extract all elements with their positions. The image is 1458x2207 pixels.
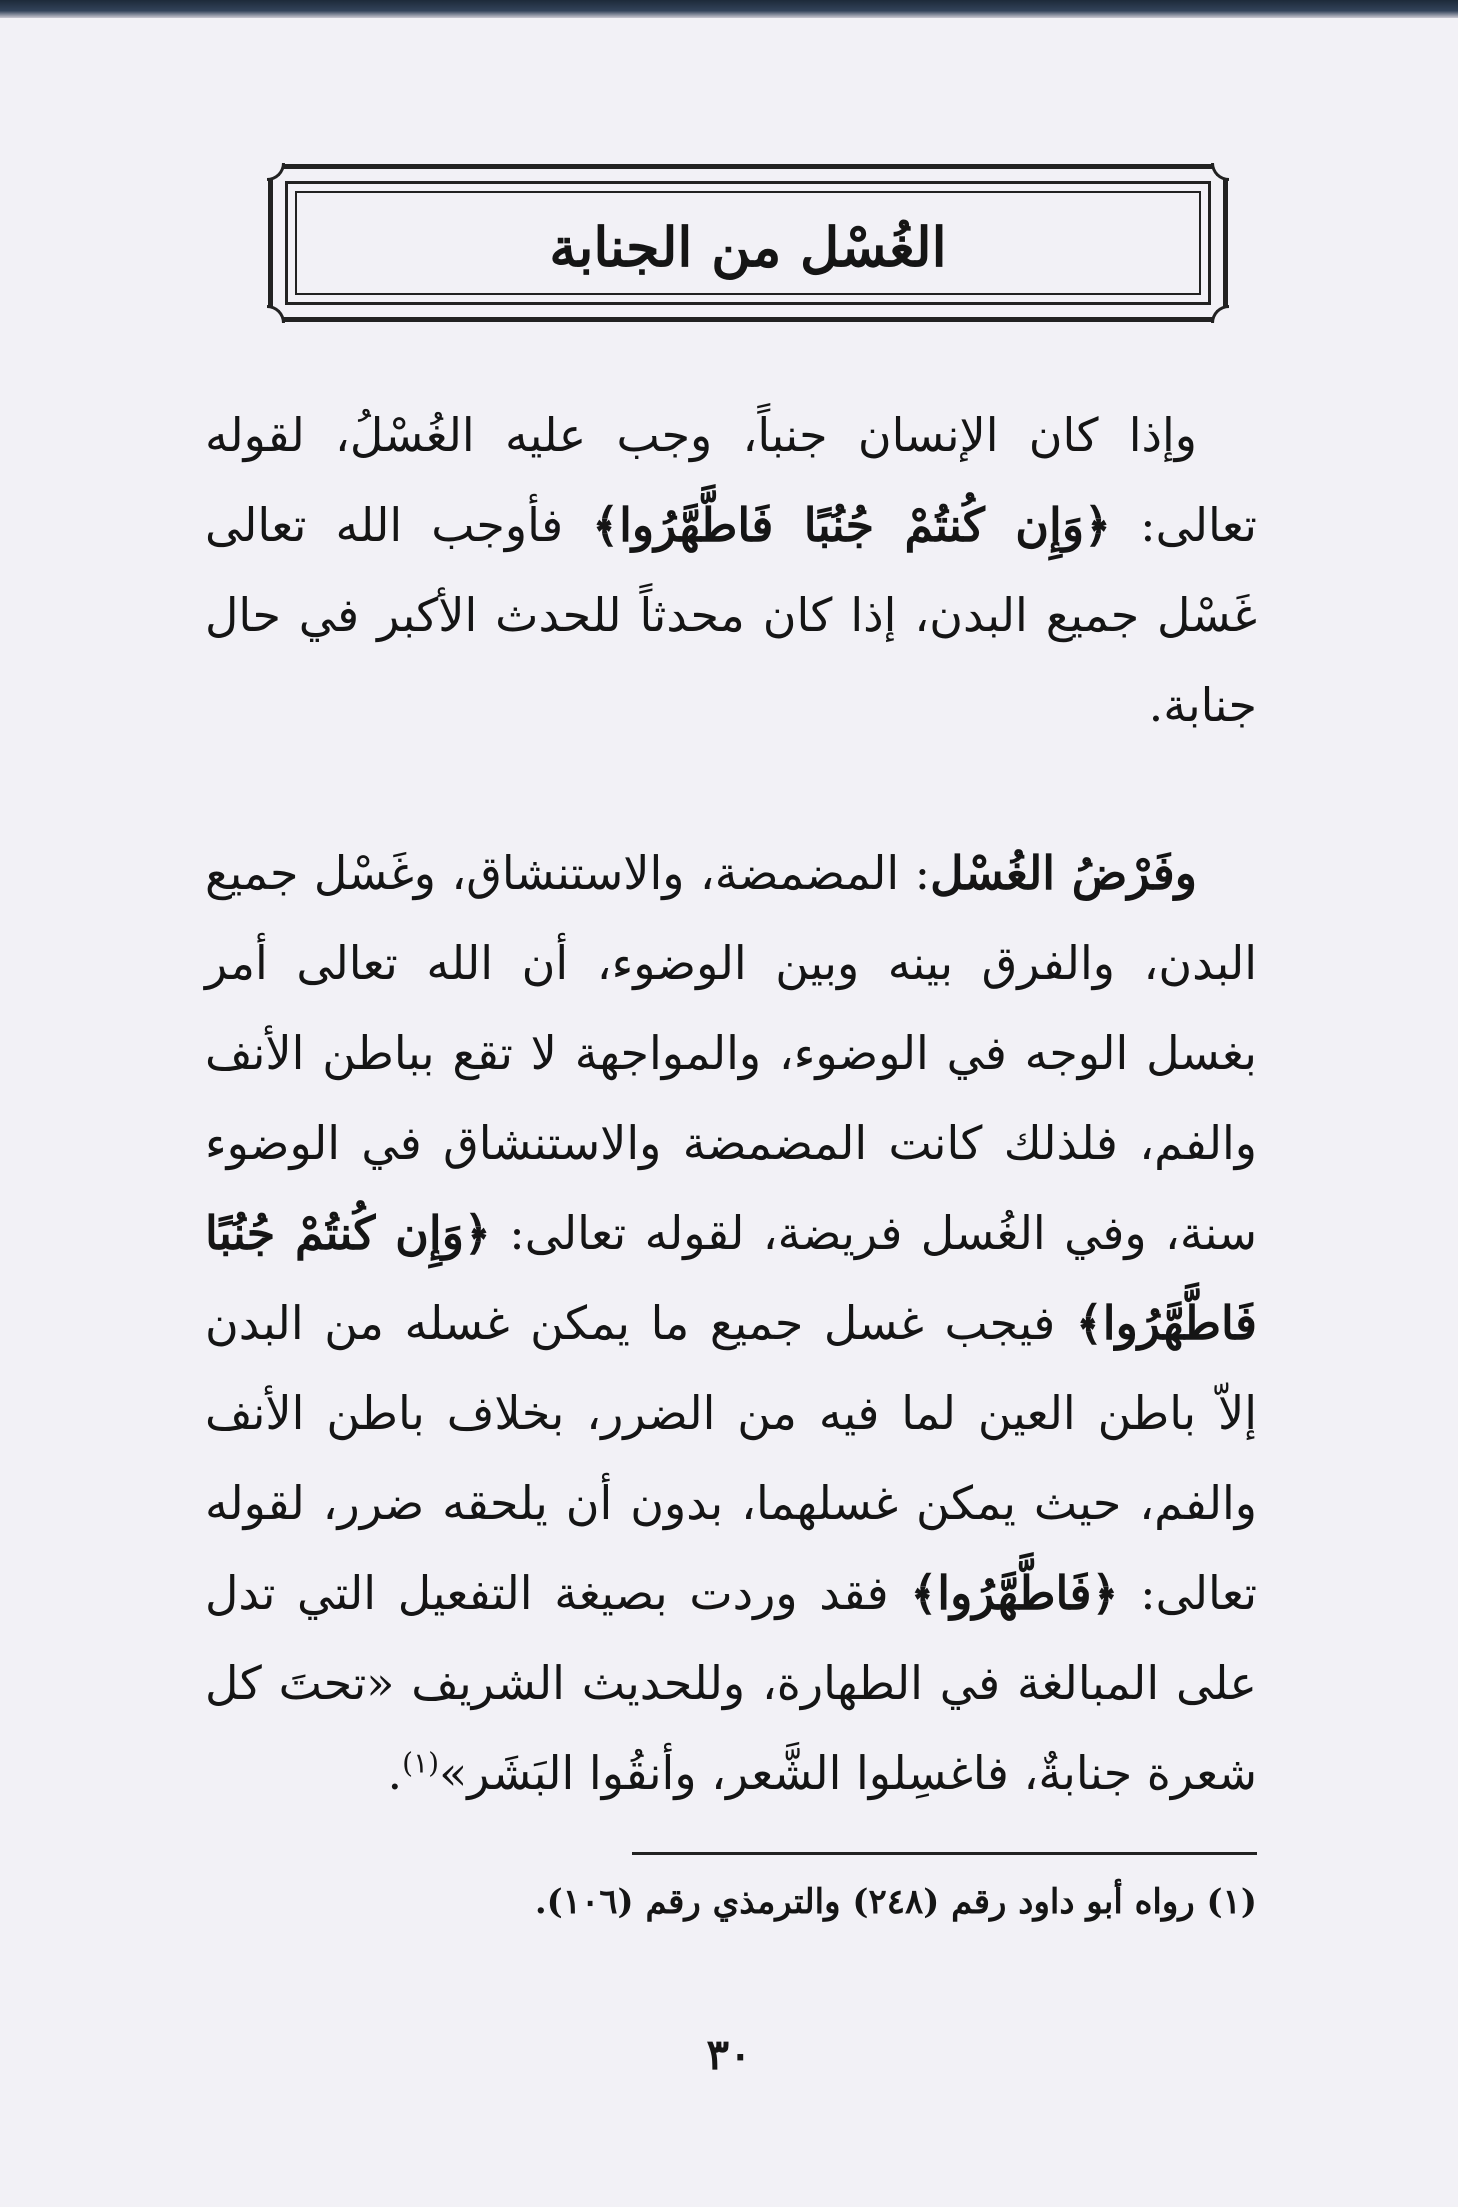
frame-corner bbox=[1211, 163, 1229, 181]
chapter-title: الغُسْل من الجنابة bbox=[549, 215, 947, 279]
frame-corner bbox=[1211, 305, 1229, 323]
page-top-edge bbox=[0, 0, 1458, 18]
frame-corner bbox=[267, 305, 285, 323]
paragraph-2 bbox=[205, 828, 1257, 1818]
quran-verse: ﴿وَإِن كُنتُمْ جُنُبًا فَاطَّهَّرُوا﴾ bbox=[592, 498, 1112, 552]
paragraph-2-lead: وفَرْضُ الغُسْل bbox=[930, 846, 1197, 900]
frame-corner bbox=[267, 163, 285, 181]
quran-verse: ﴿وَإِن كُنتُمْ جُنُبًا فَاطَّهَّرُوا﴾ bbox=[205, 1206, 1257, 1350]
quran-verse: ﴿فَاطَّهَّرُوا﴾ bbox=[910, 1566, 1119, 1620]
paragraph-2-text-a: : المضمضة، والاستنشاق، وغَسْل جميع البدن، والفرق بينه وبين الوضوء، أن الله تعالى أمر بغسل الوجه في الوضوء، والمواجهة لا تقع بباطن الأنف والفم، فلذلك كانت المضمضة والاستنشاق في الوضوء سنة، وفي الغُسل فريضة، لقوله تعالى: bbox=[205, 846, 1257, 1260]
footnote-separator bbox=[632, 1852, 1257, 1855]
footnote-reference: (١) bbox=[402, 1746, 440, 1780]
paragraph-1 bbox=[205, 390, 1257, 750]
title-frame bbox=[268, 164, 1228, 322]
paragraph-2-text-b: فيجب غسل جميع ما يمكن غسله من البدن إلاّ باطن العين لما فيه من الضرر، بخلاف باطن الأنف والفم، حيث يمكن غسلهما، بدون أن يلحقه ضرر، لقوله تعالى: bbox=[205, 1296, 1257, 1620]
footnote: (١) رواه أبو داود رقم (٢٤٨) والترمذي رقم (١٠٦). bbox=[534, 1882, 1257, 1922]
paragraph-1-text-a: وإذا كان الإنسان جنباً، وجب عليه الغُسْلُ، لقوله تعالى: bbox=[205, 408, 1257, 552]
paragraph-2-text-c: فقد وردت بصيغة التفعيل التي تدل على المبالغة في الطهارة، وللحديث الشريف «تحتَ كل شعرة جنابةٌ، فاغسِلوا الشَّعر، وأنقُوا البَشَر» bbox=[205, 1566, 1257, 1800]
paragraph-2-text-d: . bbox=[387, 1746, 403, 1800]
page-number: ٣٠ bbox=[706, 2030, 752, 2079]
paragraph-1-text-b: فأوجب الله تعالى غَسْل جميع البدن، إذا كان محدثاً للحدث الأكبر في حال جنابة. bbox=[205, 498, 1257, 732]
